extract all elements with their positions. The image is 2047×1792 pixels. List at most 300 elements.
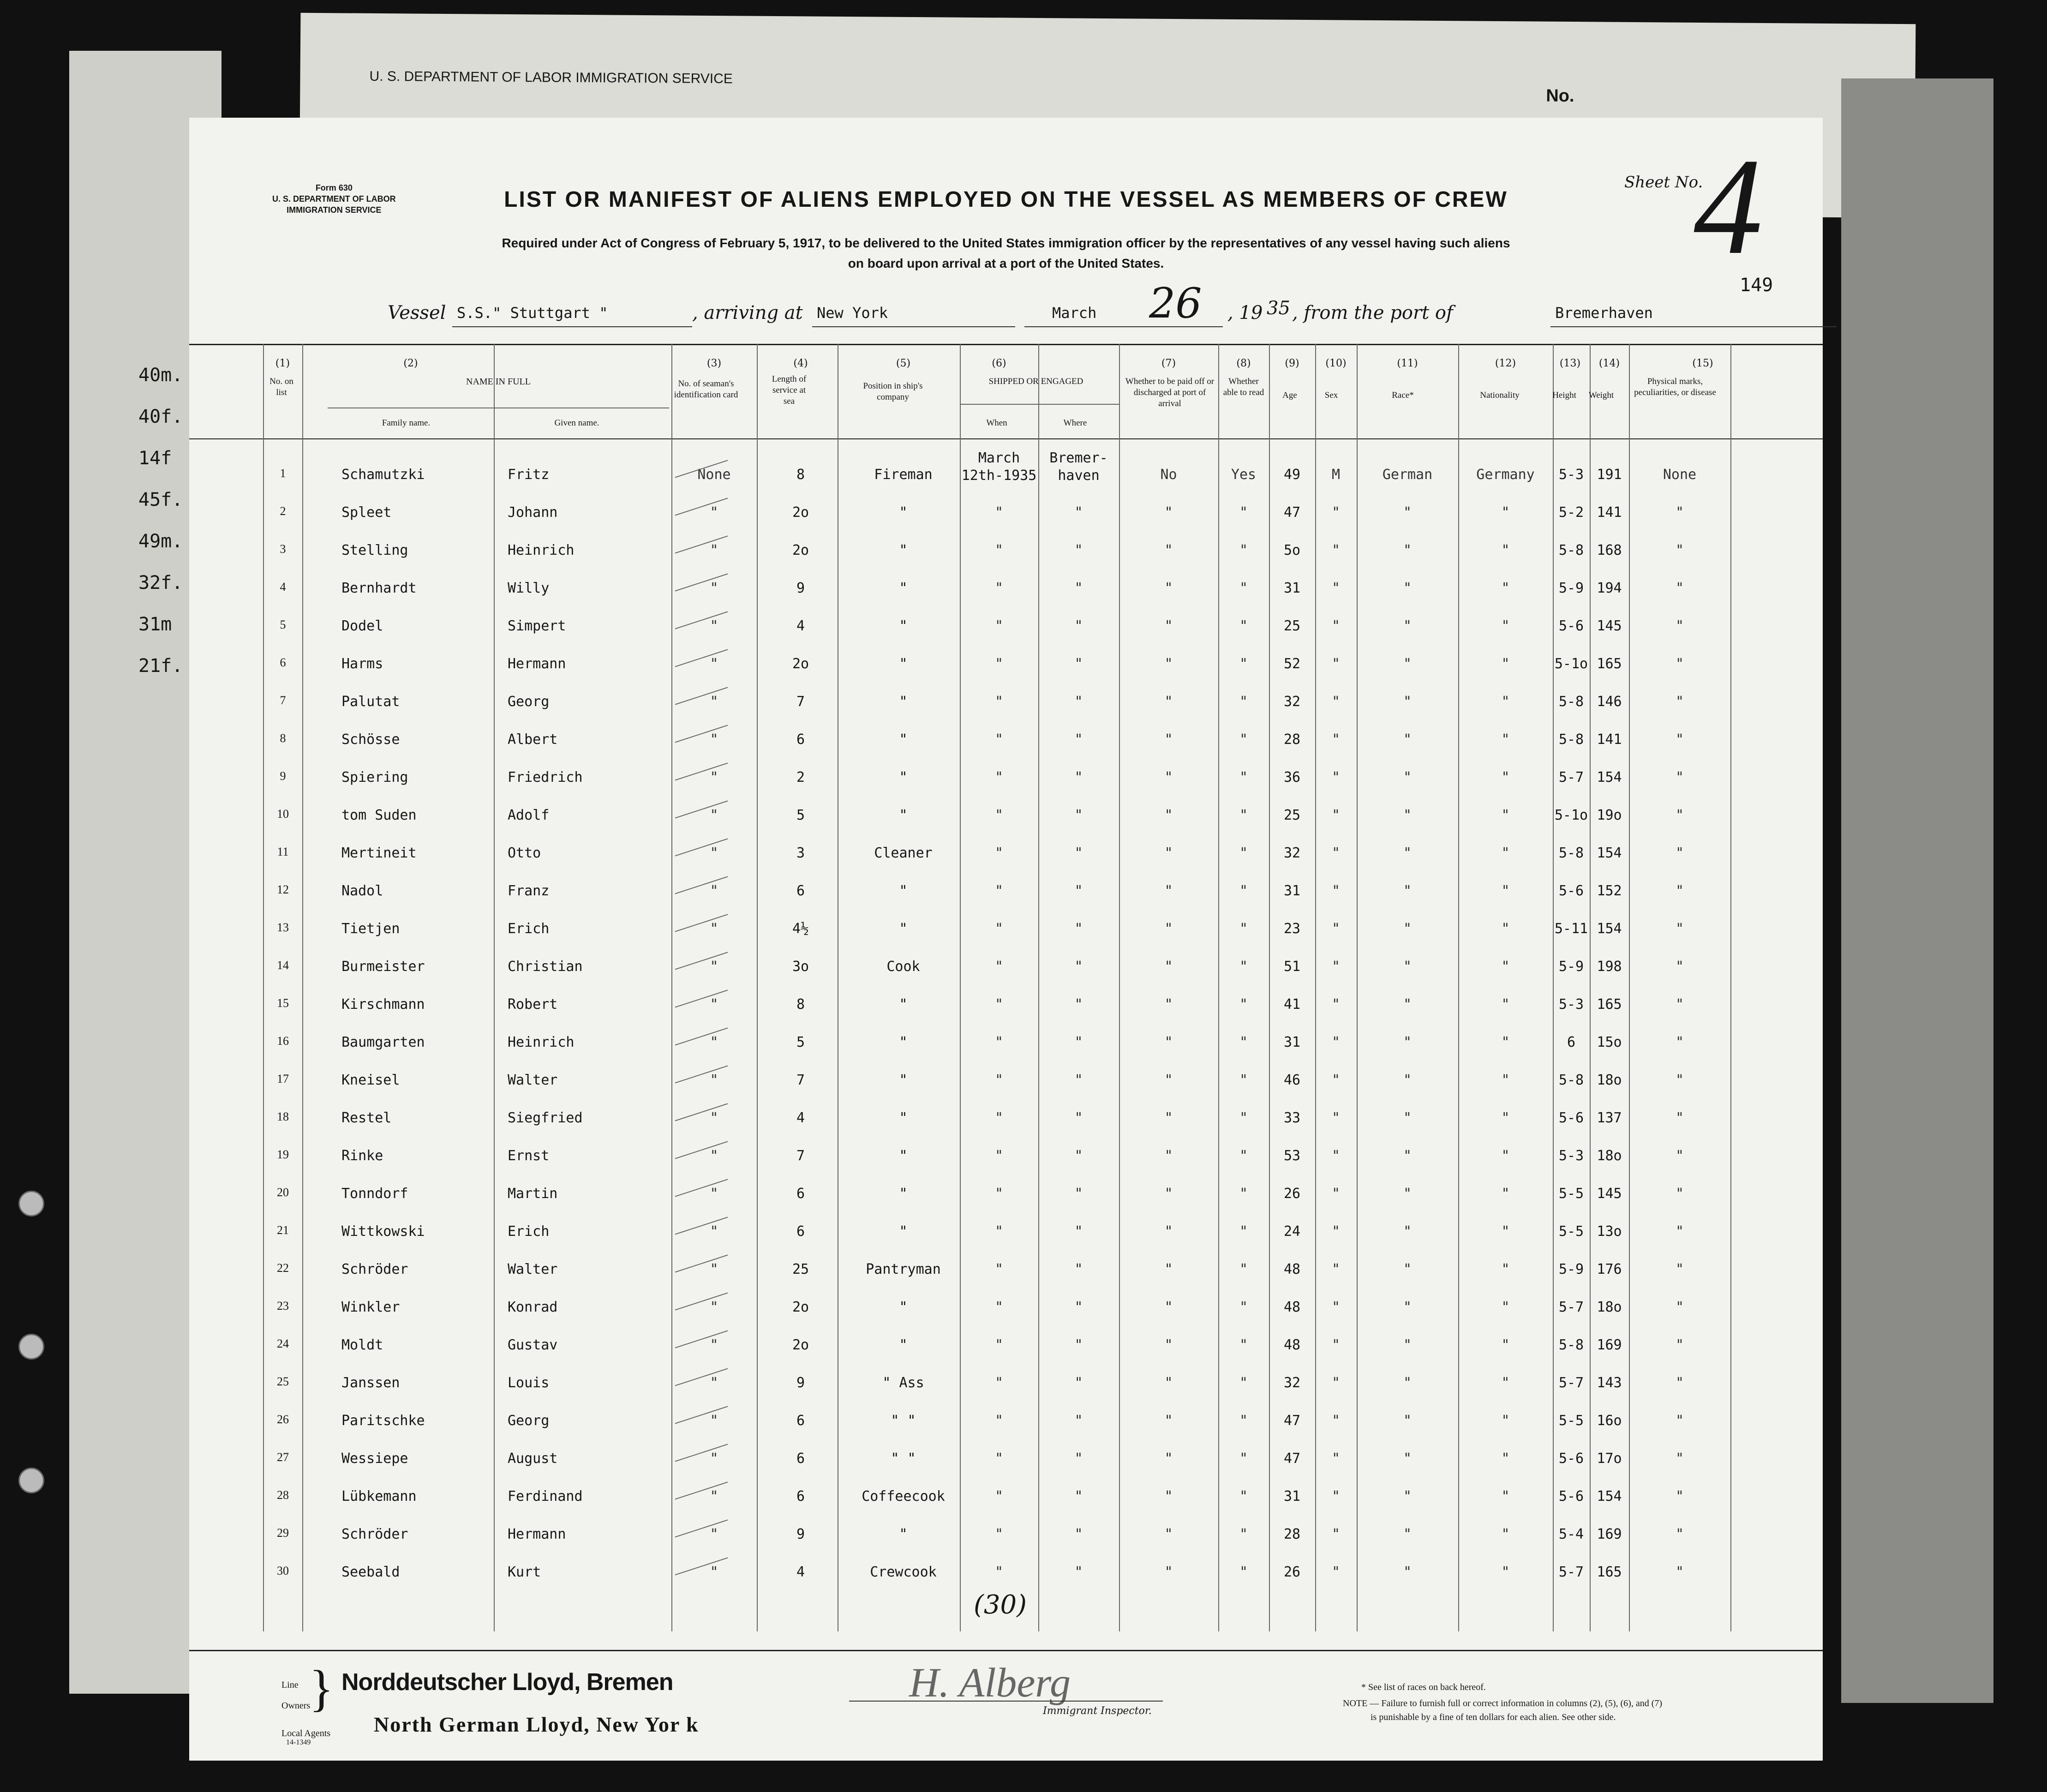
shipped-when-cell: " (994, 542, 1004, 558)
column-number: (2) (403, 358, 418, 369)
paid-off-cell: " (1164, 769, 1173, 785)
table-row (189, 1022, 1823, 1059)
able-to-read-cell: " (1239, 1148, 1248, 1164)
seaman-card-cell: " (710, 769, 718, 785)
weight-cell: 145 (1597, 618, 1622, 634)
position-cell: " (899, 769, 908, 785)
position-cell: " (899, 1223, 908, 1240)
race-cell: " (1403, 921, 1412, 937)
nationality-cell: " (1501, 1261, 1510, 1277)
physical-marks-cell: " (1675, 1375, 1684, 1391)
given-name-cell: Friedrich (508, 769, 583, 785)
able-to-read-cell: " (1239, 1186, 1248, 1202)
paid-off-cell: " (1164, 921, 1173, 937)
able-to-read-cell: " (1239, 1488, 1248, 1504)
shipped-when-cell: " (994, 1261, 1004, 1277)
header-age: Age (1282, 390, 1297, 400)
shipped-where-cell: " (1074, 542, 1083, 558)
position-cell: Pantryman (866, 1261, 941, 1277)
able-to-read-cell: " (1239, 921, 1248, 937)
race-cell: " (1403, 618, 1412, 634)
weight-cell: 169 (1597, 1337, 1622, 1353)
shipped-where-cell: " (1074, 504, 1083, 521)
length-of-service-cell: 3 (796, 845, 805, 861)
weight-cell: 18o (1597, 1299, 1622, 1315)
length-of-service-cell: 9 (796, 1526, 805, 1542)
seaman-card-cell: " (710, 1110, 718, 1126)
length-of-service-cell: 2o (792, 656, 809, 672)
shipped-when-cell: " (994, 618, 1004, 634)
physical-marks-cell: " (1675, 1564, 1684, 1580)
sex-cell: " (1331, 504, 1341, 521)
paid-off-cell: " (1164, 1110, 1173, 1126)
from-port-label: , from the port of (1292, 302, 1453, 324)
row-number: 12 (277, 883, 289, 896)
paid-off-cell: " (1164, 656, 1173, 672)
physical-marks-cell: " (1675, 1413, 1684, 1429)
family-name-cell: Baumgarten (341, 1034, 425, 1050)
paid-off-cell: " (1164, 1564, 1173, 1580)
sex-cell: " (1331, 580, 1341, 596)
index-code: 14f (138, 448, 172, 469)
weight-cell: 194 (1597, 580, 1622, 596)
paid-off-cell: " (1164, 1413, 1173, 1429)
family-name-cell: Mertineit (341, 845, 417, 861)
table-row (189, 1174, 1823, 1211)
able-to-read-cell: " (1239, 807, 1248, 823)
seaman-card-cell: " (710, 1450, 718, 1467)
able-to-read-cell: " (1239, 959, 1248, 975)
penalty-note-2: is punishable by a fine of ten dollars for each alien. See other side. (1371, 1712, 1616, 1722)
table-row (189, 871, 1823, 908)
length-of-service-cell: 3o (792, 959, 809, 975)
binder-hole (18, 1468, 44, 1493)
index-code: 45f. (138, 489, 183, 510)
able-to-read-cell: " (1239, 1337, 1248, 1353)
shipped-where-cell: " (1074, 845, 1083, 861)
sex-cell: " (1331, 1148, 1341, 1164)
weight-cell: 146 (1597, 694, 1622, 710)
column-number: (6) (992, 358, 1006, 369)
height-cell: 5-9 (1558, 580, 1584, 596)
height-cell: 5-4 (1558, 1526, 1584, 1542)
height-cell: 5-8 (1558, 845, 1584, 861)
able-to-read-cell: " (1239, 580, 1248, 596)
physical-marks-cell: " (1675, 807, 1684, 823)
shipped-where-cell: " (1074, 1526, 1083, 1542)
sex-cell: " (1331, 1413, 1341, 1429)
shipped-when-cell: " (994, 1564, 1004, 1580)
weight-cell: 169 (1597, 1526, 1622, 1542)
position-cell: " (899, 694, 908, 710)
seaman-card-cell: " (710, 1148, 718, 1164)
age-cell: 5o (1283, 542, 1301, 558)
length-of-service-cell: 4 (796, 1110, 805, 1126)
column-number: (14) (1598, 358, 1620, 369)
weight-cell: 19o (1597, 807, 1622, 823)
table-row (189, 1514, 1823, 1551)
family-name-cell: Dodel (341, 618, 383, 634)
sex-cell: " (1331, 694, 1341, 710)
column-number: (7) (1161, 358, 1176, 369)
shipped-when-cell: " (994, 656, 1004, 672)
age-cell: 33 (1283, 1110, 1301, 1126)
able-to-read-cell: " (1239, 1223, 1248, 1240)
shipped-where-cell: " (1074, 1186, 1083, 1202)
table-row (189, 1325, 1823, 1362)
length-of-service-cell: 6 (796, 1450, 805, 1467)
length-of-service-cell: 7 (796, 1072, 805, 1088)
header-seaman-card: No. of seaman's identification card (674, 379, 738, 400)
shipped-where-cell: " (1074, 1375, 1083, 1391)
height-cell: 5-1o (1554, 656, 1588, 672)
height-cell: 5-1o (1554, 807, 1588, 823)
length-of-service-cell: 6 (796, 1488, 805, 1504)
vessel-name: S.S." Stuttgart " (457, 304, 608, 322)
able-to-read-cell: " (1239, 504, 1248, 521)
race-cell: German (1382, 467, 1433, 483)
age-cell: 28 (1283, 731, 1301, 748)
seaman-card-cell: " (710, 656, 718, 672)
height-cell: 5-6 (1558, 1488, 1584, 1504)
paid-off-cell: " (1164, 542, 1173, 558)
seaman-card-cell: " (710, 1223, 718, 1240)
age-cell: 31 (1283, 1034, 1301, 1050)
age-cell: 52 (1283, 656, 1301, 672)
length-of-service-cell: 25 (792, 1261, 809, 1277)
seaman-card-cell: " (710, 1413, 718, 1429)
given-name-cell: Christian (508, 959, 583, 975)
row-number: 21 (277, 1223, 289, 1237)
paid-off-cell: " (1164, 996, 1173, 1013)
shipped-when-cell: " (994, 731, 1004, 748)
row-number: 3 (280, 542, 286, 556)
year-prefix: , 19 (1227, 302, 1263, 324)
column-number: (5) (896, 358, 911, 369)
length-of-service-cell: 4 (796, 1564, 805, 1580)
index-code: 31m (138, 614, 172, 635)
seaman-card-cell: " (710, 1375, 718, 1391)
seaman-card-cell: " (710, 504, 718, 521)
shipped-when-cell: " (994, 807, 1004, 823)
physical-marks-cell: " (1675, 731, 1684, 748)
height-cell: 5-8 (1558, 731, 1584, 748)
paid-off-cell: " (1164, 845, 1173, 861)
header-nationality: Nationality (1480, 390, 1520, 400)
paid-off-cell: " (1164, 1186, 1173, 1202)
nationality-cell: " (1501, 959, 1510, 975)
nationality-cell: " (1501, 1526, 1510, 1542)
shipped-where-cell: " (1074, 1450, 1083, 1467)
family-name-cell: Tonndorf (341, 1186, 408, 1202)
seaman-card-cell: " (710, 1034, 718, 1050)
shipped-where-cell: " (1074, 1337, 1083, 1353)
paid-off-cell: " (1164, 731, 1173, 748)
length-of-service-cell: 6 (796, 883, 805, 899)
shipped-when-cell: " (994, 504, 1004, 521)
vessel-label: Vessel (388, 302, 446, 324)
table-row (189, 492, 1823, 529)
nationality-cell: " (1501, 580, 1510, 596)
nationality-cell: " (1501, 883, 1510, 899)
header-length-of-service: Length of service at sea (772, 374, 807, 406)
table-row (189, 1060, 1823, 1097)
header-no-on-list: No. on list (269, 377, 293, 397)
paid-off-cell: " (1164, 1261, 1173, 1277)
length-of-service-cell: 2o (792, 504, 809, 521)
weight-cell: 15o (1597, 1034, 1622, 1050)
given-name-cell: Adolf (508, 807, 550, 823)
family-name-cell: Wittkowski (341, 1223, 425, 1240)
row-number: 4 (280, 580, 286, 593)
shipped-where-cell: " (1074, 1413, 1083, 1429)
age-cell: 26 (1283, 1186, 1301, 1202)
table-row (189, 682, 1823, 719)
able-to-read-cell: " (1239, 845, 1248, 861)
family-name-cell: Schröder (341, 1526, 408, 1542)
header-bottom-rule (189, 438, 1823, 439)
header-family-name: Family name. (382, 418, 431, 428)
race-cell: " (1403, 845, 1412, 861)
arrival-month: March (1052, 304, 1097, 322)
length-of-service-cell: 8 (796, 996, 805, 1013)
given-name-cell: Martin (508, 1186, 558, 1202)
age-cell: 48 (1283, 1337, 1301, 1353)
seaman-card-cell: " (710, 883, 718, 899)
race-cell: " (1403, 731, 1412, 748)
position-cell: " " (891, 1450, 916, 1467)
manifest-sheet (189, 118, 1823, 1761)
header-when: When (986, 418, 1007, 428)
table-row (189, 1476, 1823, 1513)
shipped-when-cell: " (994, 1034, 1004, 1050)
physical-marks-cell: " (1675, 542, 1684, 558)
nationality-cell: " (1501, 1488, 1510, 1504)
length-of-service-cell: 5 (796, 1034, 805, 1050)
position-cell: " (899, 1034, 908, 1050)
position-cell: " (899, 731, 908, 748)
row-number: 7 (280, 694, 286, 707)
inspector-signature: H. Alberg (909, 1660, 1071, 1706)
given-name-cell: Gustav (508, 1337, 558, 1353)
sheet-no-label: Sheet No. (1624, 173, 1703, 192)
year-suffix: 35 (1267, 298, 1290, 319)
header-physical-marks: Physical marks, peculiarities, or disease (1634, 377, 1716, 397)
nationality-cell: " (1501, 807, 1510, 823)
paid-off-cell: " (1164, 1072, 1173, 1088)
race-cell: " (1403, 1034, 1412, 1050)
seaman-card-cell: " (710, 1261, 718, 1277)
sex-cell: " (1331, 769, 1341, 785)
column-number: (3) (706, 358, 722, 369)
age-cell: 23 (1283, 921, 1301, 937)
shipped-when-cell: " (994, 1072, 1004, 1088)
length-of-service-cell: 6 (796, 1223, 805, 1240)
row-number: 30 (277, 1564, 289, 1577)
row-number: 25 (277, 1375, 289, 1388)
able-to-read-cell: " (1239, 996, 1248, 1013)
nationality-cell: " (1501, 618, 1510, 634)
given-name-cell: Ernst (508, 1148, 550, 1164)
race-cell: " (1403, 504, 1412, 521)
race-cell: " (1403, 694, 1412, 710)
physical-marks-cell: " (1675, 504, 1684, 521)
height-cell: 5-8 (1558, 694, 1584, 710)
physical-marks-cell: " (1675, 618, 1684, 634)
nationality-cell: " (1501, 1337, 1510, 1353)
header-where: Where (1063, 418, 1087, 428)
able-to-read-cell: " (1239, 1110, 1248, 1126)
footer-form-code: 14-1349 (286, 1738, 311, 1746)
able-to-read-cell: " (1239, 883, 1248, 899)
paid-off-cell: " (1164, 1375, 1173, 1391)
age-cell: 48 (1283, 1299, 1301, 1315)
penalty-note-1: NOTE — Failure to furnish full or correct information in columns (2), (5), (6), and (7) (1343, 1698, 1663, 1708)
height-cell: 5-11 (1554, 921, 1588, 937)
shipped-where-cell: " (1074, 807, 1083, 823)
race-cell: " (1403, 1223, 1412, 1240)
race-cell: " (1403, 1375, 1412, 1391)
shipped-where-cell: " (1074, 996, 1083, 1013)
row-number: 8 (280, 731, 286, 745)
paid-off-cell: " (1164, 959, 1173, 975)
given-name-cell: August (508, 1450, 558, 1467)
sex-cell: " (1331, 1526, 1341, 1542)
row-number: 29 (277, 1526, 289, 1540)
race-cell: " (1403, 542, 1412, 558)
column-number: (9) (1285, 358, 1299, 369)
sex-cell: " (1331, 883, 1341, 899)
local-agents-name: North German Lloyd, New Yor k (374, 1713, 699, 1736)
length-of-service-cell: 2 (796, 769, 805, 785)
seaman-card-cell: " (710, 845, 718, 861)
height-cell: 5-8 (1558, 1337, 1584, 1353)
nationality-cell: " (1501, 504, 1510, 521)
age-cell: 26 (1283, 1564, 1301, 1580)
row-number: 23 (277, 1299, 289, 1313)
row-number: 26 (277, 1413, 289, 1426)
inspector-signature-line (849, 1701, 1163, 1702)
shipped-when-cell: " (994, 996, 1004, 1013)
weight-cell: 13o (1597, 1223, 1622, 1240)
table-row (189, 1363, 1823, 1400)
seaman-card-cell: " (710, 618, 718, 634)
seaman-card-cell: " (710, 921, 718, 937)
family-name-cell: Stelling (341, 542, 408, 558)
race-cell: " (1403, 1186, 1412, 1202)
seaman-card-cell: " (710, 1564, 718, 1580)
family-name-cell: Schamutzki (341, 467, 425, 483)
sex-cell: " (1331, 1337, 1341, 1353)
header-position: Position in ship's company (863, 381, 923, 402)
position-cell: " (899, 1148, 908, 1164)
family-name-cell: Spleet (341, 504, 392, 521)
table-row (189, 833, 1823, 870)
height-cell: 5-7 (1558, 1375, 1584, 1391)
weight-cell: 143 (1597, 1375, 1622, 1391)
length-of-service-cell: 6 (796, 1186, 805, 1202)
shipped-when-cell: " (994, 1223, 1004, 1240)
height-cell: 5-7 (1558, 769, 1584, 785)
weight-cell: 141 (1597, 731, 1622, 748)
row-number: 17 (277, 1072, 289, 1085)
immigrant-inspector-label: Immigrant Inspector. (1043, 1705, 1152, 1717)
paid-off-cell: " (1164, 694, 1173, 710)
column-number: (8) (1236, 358, 1251, 369)
table-row (189, 757, 1823, 794)
table-row (189, 1249, 1823, 1286)
physical-marks-cell: " (1675, 1299, 1684, 1315)
age-cell: 46 (1283, 1072, 1301, 1088)
age-cell: 47 (1283, 1413, 1301, 1429)
given-name-cell: Georg (508, 694, 550, 710)
age-cell: 25 (1283, 807, 1301, 823)
given-name-cell: Erich (508, 1223, 550, 1240)
height-cell: 5-3 (1558, 467, 1584, 483)
table-row (189, 1287, 1823, 1324)
weight-cell: 18o (1597, 1072, 1622, 1088)
age-cell: 48 (1283, 1261, 1301, 1277)
able-to-read-cell: " (1239, 1375, 1248, 1391)
shipped-when-cell: " (994, 694, 1004, 710)
given-name-cell: Konrad (508, 1299, 558, 1315)
seaman-card-cell: None (697, 467, 731, 483)
seaman-card-cell: " (710, 1526, 718, 1542)
sex-cell: " (1331, 618, 1341, 634)
nationality-cell: " (1501, 1186, 1510, 1202)
seaman-card-cell: " (710, 807, 718, 823)
shipped-where-cell: " (1074, 694, 1083, 710)
sex-cell: " (1331, 1186, 1341, 1202)
shipped-where-cell: " (1074, 1299, 1083, 1315)
seaman-card-cell: " (710, 731, 718, 748)
row-number: 5 (280, 618, 286, 631)
family-name-cell: Lübkemann (341, 1488, 417, 1504)
position-cell: " (899, 1186, 908, 1202)
given-name-cell: Erich (508, 921, 550, 937)
shipped-where-cell: " (1074, 1072, 1083, 1088)
row-number: 6 (280, 656, 286, 669)
family-name-cell: Schröder (341, 1261, 408, 1277)
race-cell: " (1403, 1261, 1412, 1277)
given-name-cell: Heinrich (508, 542, 575, 558)
row-number: 18 (277, 1110, 289, 1123)
shipped-where-cell: " (1074, 769, 1083, 785)
sex-cell: " (1331, 731, 1341, 748)
race-note: * See list of races on back hereof. (1361, 1682, 1486, 1692)
table-row (189, 568, 1823, 605)
sex-cell: M (1331, 467, 1341, 483)
position-cell: " (899, 1110, 908, 1126)
height-cell: 6 (1567, 1034, 1576, 1050)
seaman-card-cell: " (710, 1299, 718, 1315)
able-to-read-cell: " (1239, 1413, 1248, 1429)
paid-off-cell: " (1164, 1148, 1173, 1164)
family-name-cell: Nadol (341, 883, 383, 899)
row-number: 14 (277, 959, 289, 972)
able-to-read-cell: " (1239, 1564, 1248, 1580)
physical-marks-cell: " (1675, 921, 1684, 937)
length-of-service-cell: 2o (792, 1337, 809, 1353)
nationality-cell: " (1501, 845, 1510, 861)
seaman-card-cell: " (710, 542, 718, 558)
sex-cell: " (1331, 542, 1341, 558)
shipped-where-cell: " (1074, 1261, 1083, 1277)
sex-cell: " (1331, 1034, 1341, 1050)
age-cell: 47 (1283, 1450, 1301, 1467)
table-row (189, 1211, 1823, 1248)
physical-marks-cell: " (1675, 1072, 1684, 1088)
